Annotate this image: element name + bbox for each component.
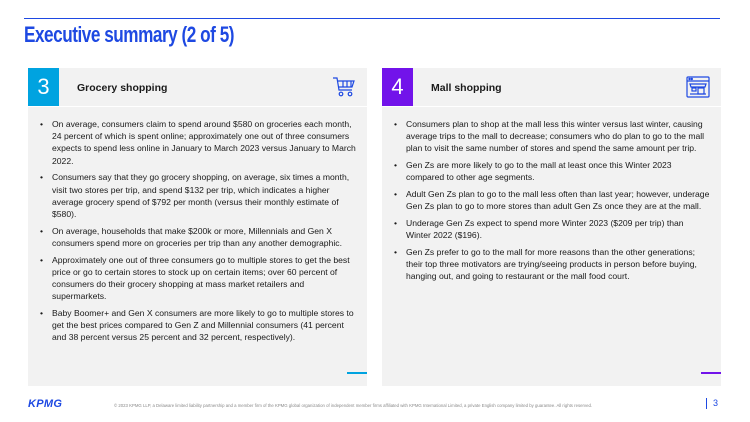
accent-bar: [347, 372, 367, 374]
grocery-panel: [28, 68, 367, 386]
footer-divider: [706, 398, 707, 409]
list-item: • On average, consumers claim to spend around $580 on groceries each month, 24 percent of which is spent online; approximately one out of three consumers expects to spend less online in January to March 2023 versus January to March 2022.: [40, 118, 356, 167]
panel-header: [382, 68, 721, 107]
list-item: • Consumers say that they go grocery shopping, on average, six times a month, visit two stores per trip, and spend $132 per trip, which indicates a higher average grocery spend of $792 per month (versus their monthly estimate of $580).: [40, 171, 356, 220]
list-item: • Underage Gen Zs expect to spend more Winter 2023 ($209 per trip) than Winter 2022 ($196).: [394, 217, 710, 241]
list-item: • Adult Gen Zs plan to go to the mall less often than last year; however, underage Gen Zs plan to go to more stores than adult Gen Zs once they are at the mall.: [394, 188, 710, 212]
bullet-list: [40, 118, 356, 348]
section-number-badge: 4: [382, 68, 413, 106]
kpmg-logo: KPMG: [28, 398, 63, 410]
storefront-icon: [685, 74, 711, 100]
bullet-list: [394, 118, 710, 287]
legal-footer: © 2023 KPMG LLP, a Delaware limited liability partnership and a member firm of the KPMG global organization of independent member firms affiliated with KPMG International Limited, a private English company limited by guarantee. All rights reserved.: [114, 403, 593, 408]
section-number-badge: 3: [28, 68, 59, 106]
list-item: • Baby Boomer+ and Gen X consumers are more likely to go to multiple stores to get the best prices compared to Gen Z and Millennial consumers (41 percent and 38 percent versus 25 percent and 32 percent, respectively).: [40, 307, 356, 344]
header-divider: [382, 106, 721, 107]
page-number: 3: [713, 398, 719, 408]
mall-panel: [382, 68, 721, 386]
title-rule: [24, 18, 720, 19]
page-title: Executive summary (2 of 5): [24, 22, 235, 47]
shopping-cart-icon: [331, 74, 357, 100]
section-heading: Grocery shopping: [77, 82, 168, 94]
list-item: • Gen Zs are more likely to go to the mall at least once this Winter 2023 compared to other age segments.: [394, 159, 710, 183]
accent-bar: [701, 372, 721, 374]
header-divider: [28, 106, 367, 107]
list-item: • Consumers plan to shop at the mall less this winter versus last winter, causing average trips to the mall to decrease; consumers who do plan to go to the mall plan to visit the same number of stores and spend the same amount per trip.: [394, 118, 710, 155]
list-item: • On average, households that make $200k or more, Millennials and Gen X consumers spend more on groceries per trip than any another demographic.: [40, 225, 356, 249]
list-item: • Gen Zs prefer to go to the mall for more reasons than the other generations; their top three motivators are trying/seeing products in person before buying, hanging out, and going to restaurant or the mall food court.: [394, 246, 710, 283]
list-item: • Approximately one out of three consumers go to multiple stores to get the best price or go to certain stores to stock up on certain items; over 60 percent of consumers do their grocery shopping at mass market retailers and supermarkets.: [40, 254, 356, 303]
panel-header: [28, 68, 367, 107]
section-heading: Mall shopping: [431, 82, 502, 94]
